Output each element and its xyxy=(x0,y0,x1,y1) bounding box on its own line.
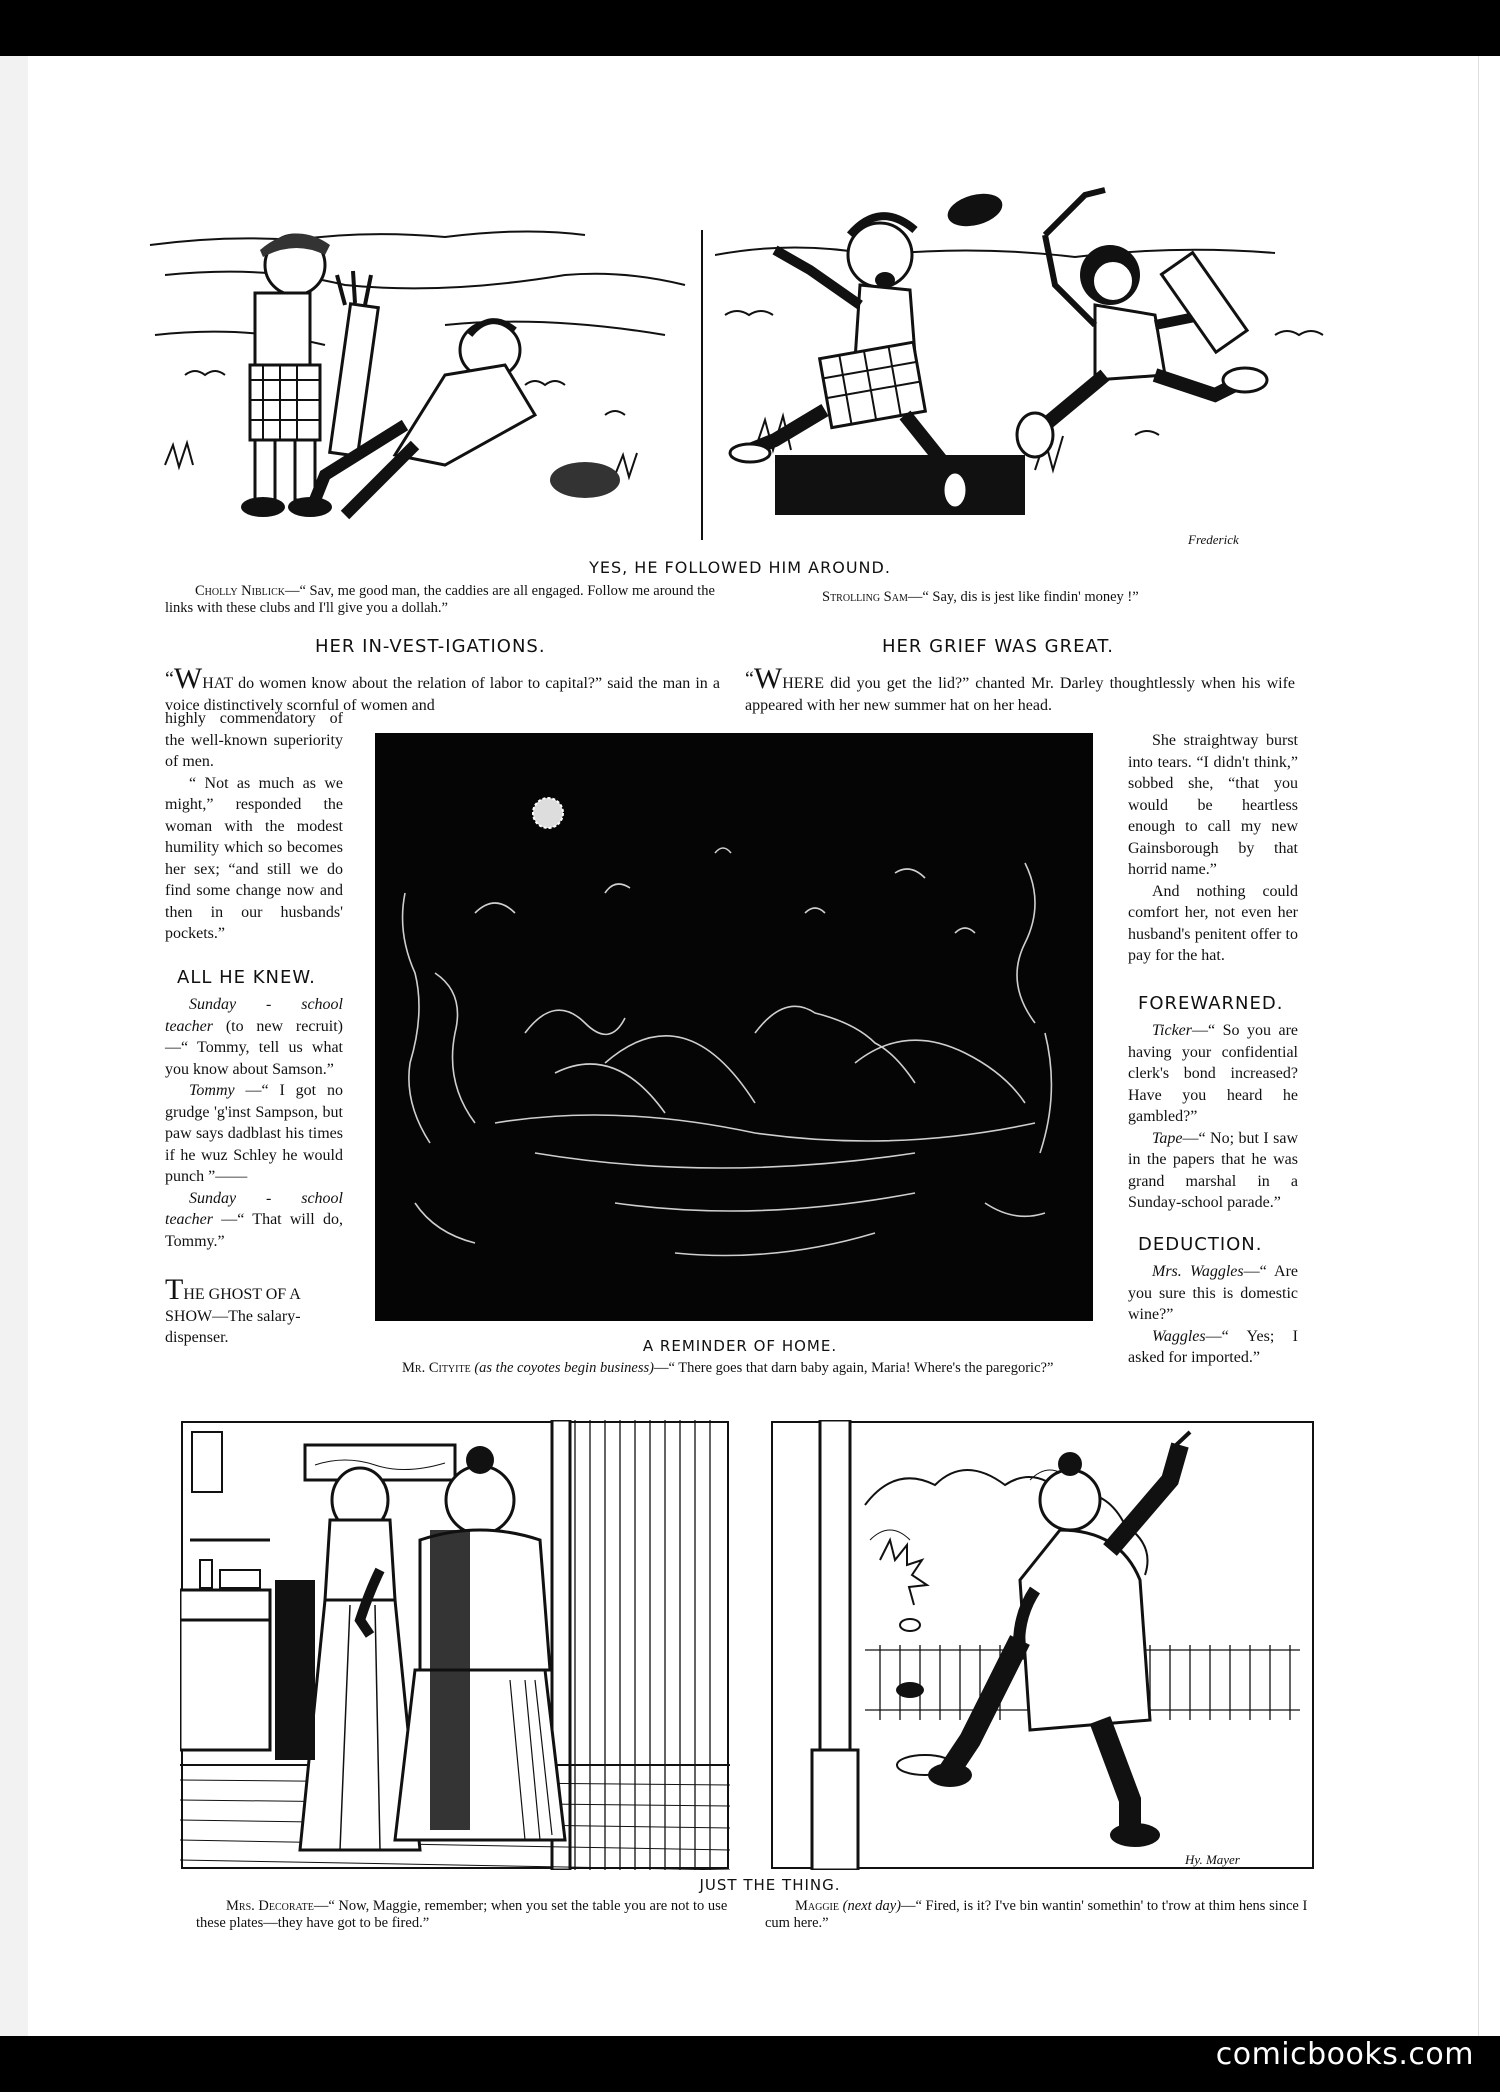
speaker: Mrs. Waggles xyxy=(1152,1263,1244,1280)
grief-lead xyxy=(745,664,1295,716)
heading-her-investigations: HER IN-VEST-IGATIONS. xyxy=(315,636,546,657)
caption-speaker: Cholly Niblick xyxy=(195,583,285,599)
center-cartoon-title: A REMINDER OF HOME. xyxy=(642,1337,838,1355)
speech: (to new recruit) —“ Tommy, tell us what you know about Samson.” xyxy=(165,1017,343,1078)
forewarned-line-1 xyxy=(1128,1020,1298,1128)
site-watermark: comicbooks.com xyxy=(1215,2037,1474,2072)
drop-cap: W xyxy=(753,662,783,695)
speaker: Sunday - school teacher xyxy=(165,996,343,1035)
lead-paragraph: HAT do women know about the relation of labor to capital?” said the man in a voice distinctively scornful of women and xyxy=(165,675,720,714)
investigations-p1: highly commendatory of the well-known superiority of men. xyxy=(165,710,343,770)
bottom-cartoon-title: JUST THE THING. xyxy=(699,1876,841,1894)
speaker: Sunday - school teacher xyxy=(165,1189,343,1228)
speech: —“ I got no grudge 'g'inst Sampson, but paw says dadblast his times if he wuz Schley he would punch ”—— xyxy=(165,1082,343,1185)
grief-p2: And nothing could comfort her, not even her husband's penitent offer to pay for the hat. xyxy=(1128,882,1298,964)
speaker: Ticker xyxy=(1152,1022,1192,1039)
forewarned-line-2 xyxy=(1128,1128,1298,1214)
bottom-cartoon-signature: Hy. Mayer xyxy=(1185,1852,1240,1867)
investigations-p2: “ Not as much as we might,” responded the woman with the modest humility which so becomes her sex; “and still we do find some change now and then in our husbands' pockets.” xyxy=(165,774,343,942)
caption-speaker: Strolling Sam xyxy=(822,589,908,605)
heading-all-he-knew: ALL HE KNEW. xyxy=(177,966,316,988)
heading-deduction: DEDUCTION. xyxy=(1138,1233,1263,1255)
caption-text: —“ Fired, is it? I've bin wantin' somethin' to t'row at thim hens since I cum here.” xyxy=(765,1898,1308,1931)
bottom-cartoon-caption-right xyxy=(765,1898,1325,1932)
top-cartoon-title: YES, HE FOLLOWED HIM AROUND. xyxy=(589,558,891,577)
deduction-line-2 xyxy=(1128,1326,1298,1369)
caption-stage-direction: (next day) xyxy=(842,1898,901,1914)
drop-cap: T xyxy=(165,1273,184,1306)
golf-cartoon-right xyxy=(715,185,1355,545)
samson-line-2 xyxy=(165,1080,343,1188)
drop-quote: “ xyxy=(745,668,754,690)
lead-paragraph: HERE did you get the lid?” chanted Mr. Darley thoughtlessly when his wife appeared with her new summer hat on her head. xyxy=(745,675,1295,714)
samson-line-3 xyxy=(165,1188,343,1253)
top-cartoon-divider xyxy=(701,230,703,540)
caption-speaker: Maggie xyxy=(795,1898,839,1914)
night-desert-illustration xyxy=(375,733,1093,1321)
speech: —“ Yes; I asked for imported.” xyxy=(1128,1327,1298,1366)
yard-cartoon xyxy=(770,1420,1315,1870)
right-narrow-column xyxy=(1128,730,1298,1369)
drop-quote: “ xyxy=(165,668,174,690)
heading-forewarned: FOREWARNED. xyxy=(1138,992,1284,1014)
samson-line-1 xyxy=(165,994,343,1080)
speech: —“ Are you sure this is domestic wine?” xyxy=(1128,1263,1298,1323)
speech: —“ So you are having your confidential clerk's bond increased? Have you heard he gambled?” xyxy=(1128,1022,1298,1125)
caption-speaker: Mrs. Decorate xyxy=(226,1898,314,1914)
caption-text: —“ Sav, me good man, the caddies are all engaged. Follow me around the links with these clubs and I'll give you a dollah.” xyxy=(165,583,715,616)
ghost-text: HE GHOST OF A SHOW—The salary-dispenser. xyxy=(165,1286,301,1346)
caption-text: —“ Say, dis is jest like findin' money !” xyxy=(907,589,1139,605)
speech: —“ That will do, Tommy.” xyxy=(165,1211,343,1250)
grief-p1: She straightway burst into tears. “I didn't think,” sobbed she, “that you would be heartless enough to call my new Gainsborough by that horrid name.” xyxy=(1128,732,1298,878)
caption-stage-direction: (as the coyotes begin business) xyxy=(474,1360,654,1376)
center-cartoon-caption xyxy=(370,1360,1122,1377)
dining-room-cartoon xyxy=(180,1420,730,1870)
heading-her-grief: HER GRIEF WAS GREAT. xyxy=(882,636,1114,657)
top-cartoon-caption-right xyxy=(822,589,1342,606)
page-edge xyxy=(1478,56,1500,2036)
speaker: Waggles xyxy=(1152,1327,1206,1345)
speaker: Tommy xyxy=(189,1082,235,1099)
deduction-line-1 xyxy=(1128,1261,1298,1326)
bottom-cartoon-caption-left xyxy=(196,1898,746,1932)
caption-text: —“ There goes that darn baby again, Maria! Where's the paregoric?” xyxy=(653,1360,1054,1376)
speaker: Tape xyxy=(1152,1129,1183,1147)
speech: —“ No; but I saw in the papers that he was grand marshal in a Sunday-school parade.” xyxy=(1128,1129,1298,1211)
top-cartoon-caption-left xyxy=(165,583,725,617)
top-cartoon-signature: Frederick xyxy=(1188,532,1239,547)
golf-cartoon-left xyxy=(145,215,690,540)
left-narrow-column xyxy=(165,708,343,1349)
binding-spine xyxy=(0,56,31,2036)
caption-speaker: Mr. Cityite xyxy=(402,1360,471,1376)
caption-text: —“ Now, Maggie, remember; when you set the table you are not to use these plates—they have got to be fired.” xyxy=(196,1898,728,1931)
drop-cap: W xyxy=(173,662,203,695)
ghost-of-a-show xyxy=(165,1273,343,1349)
